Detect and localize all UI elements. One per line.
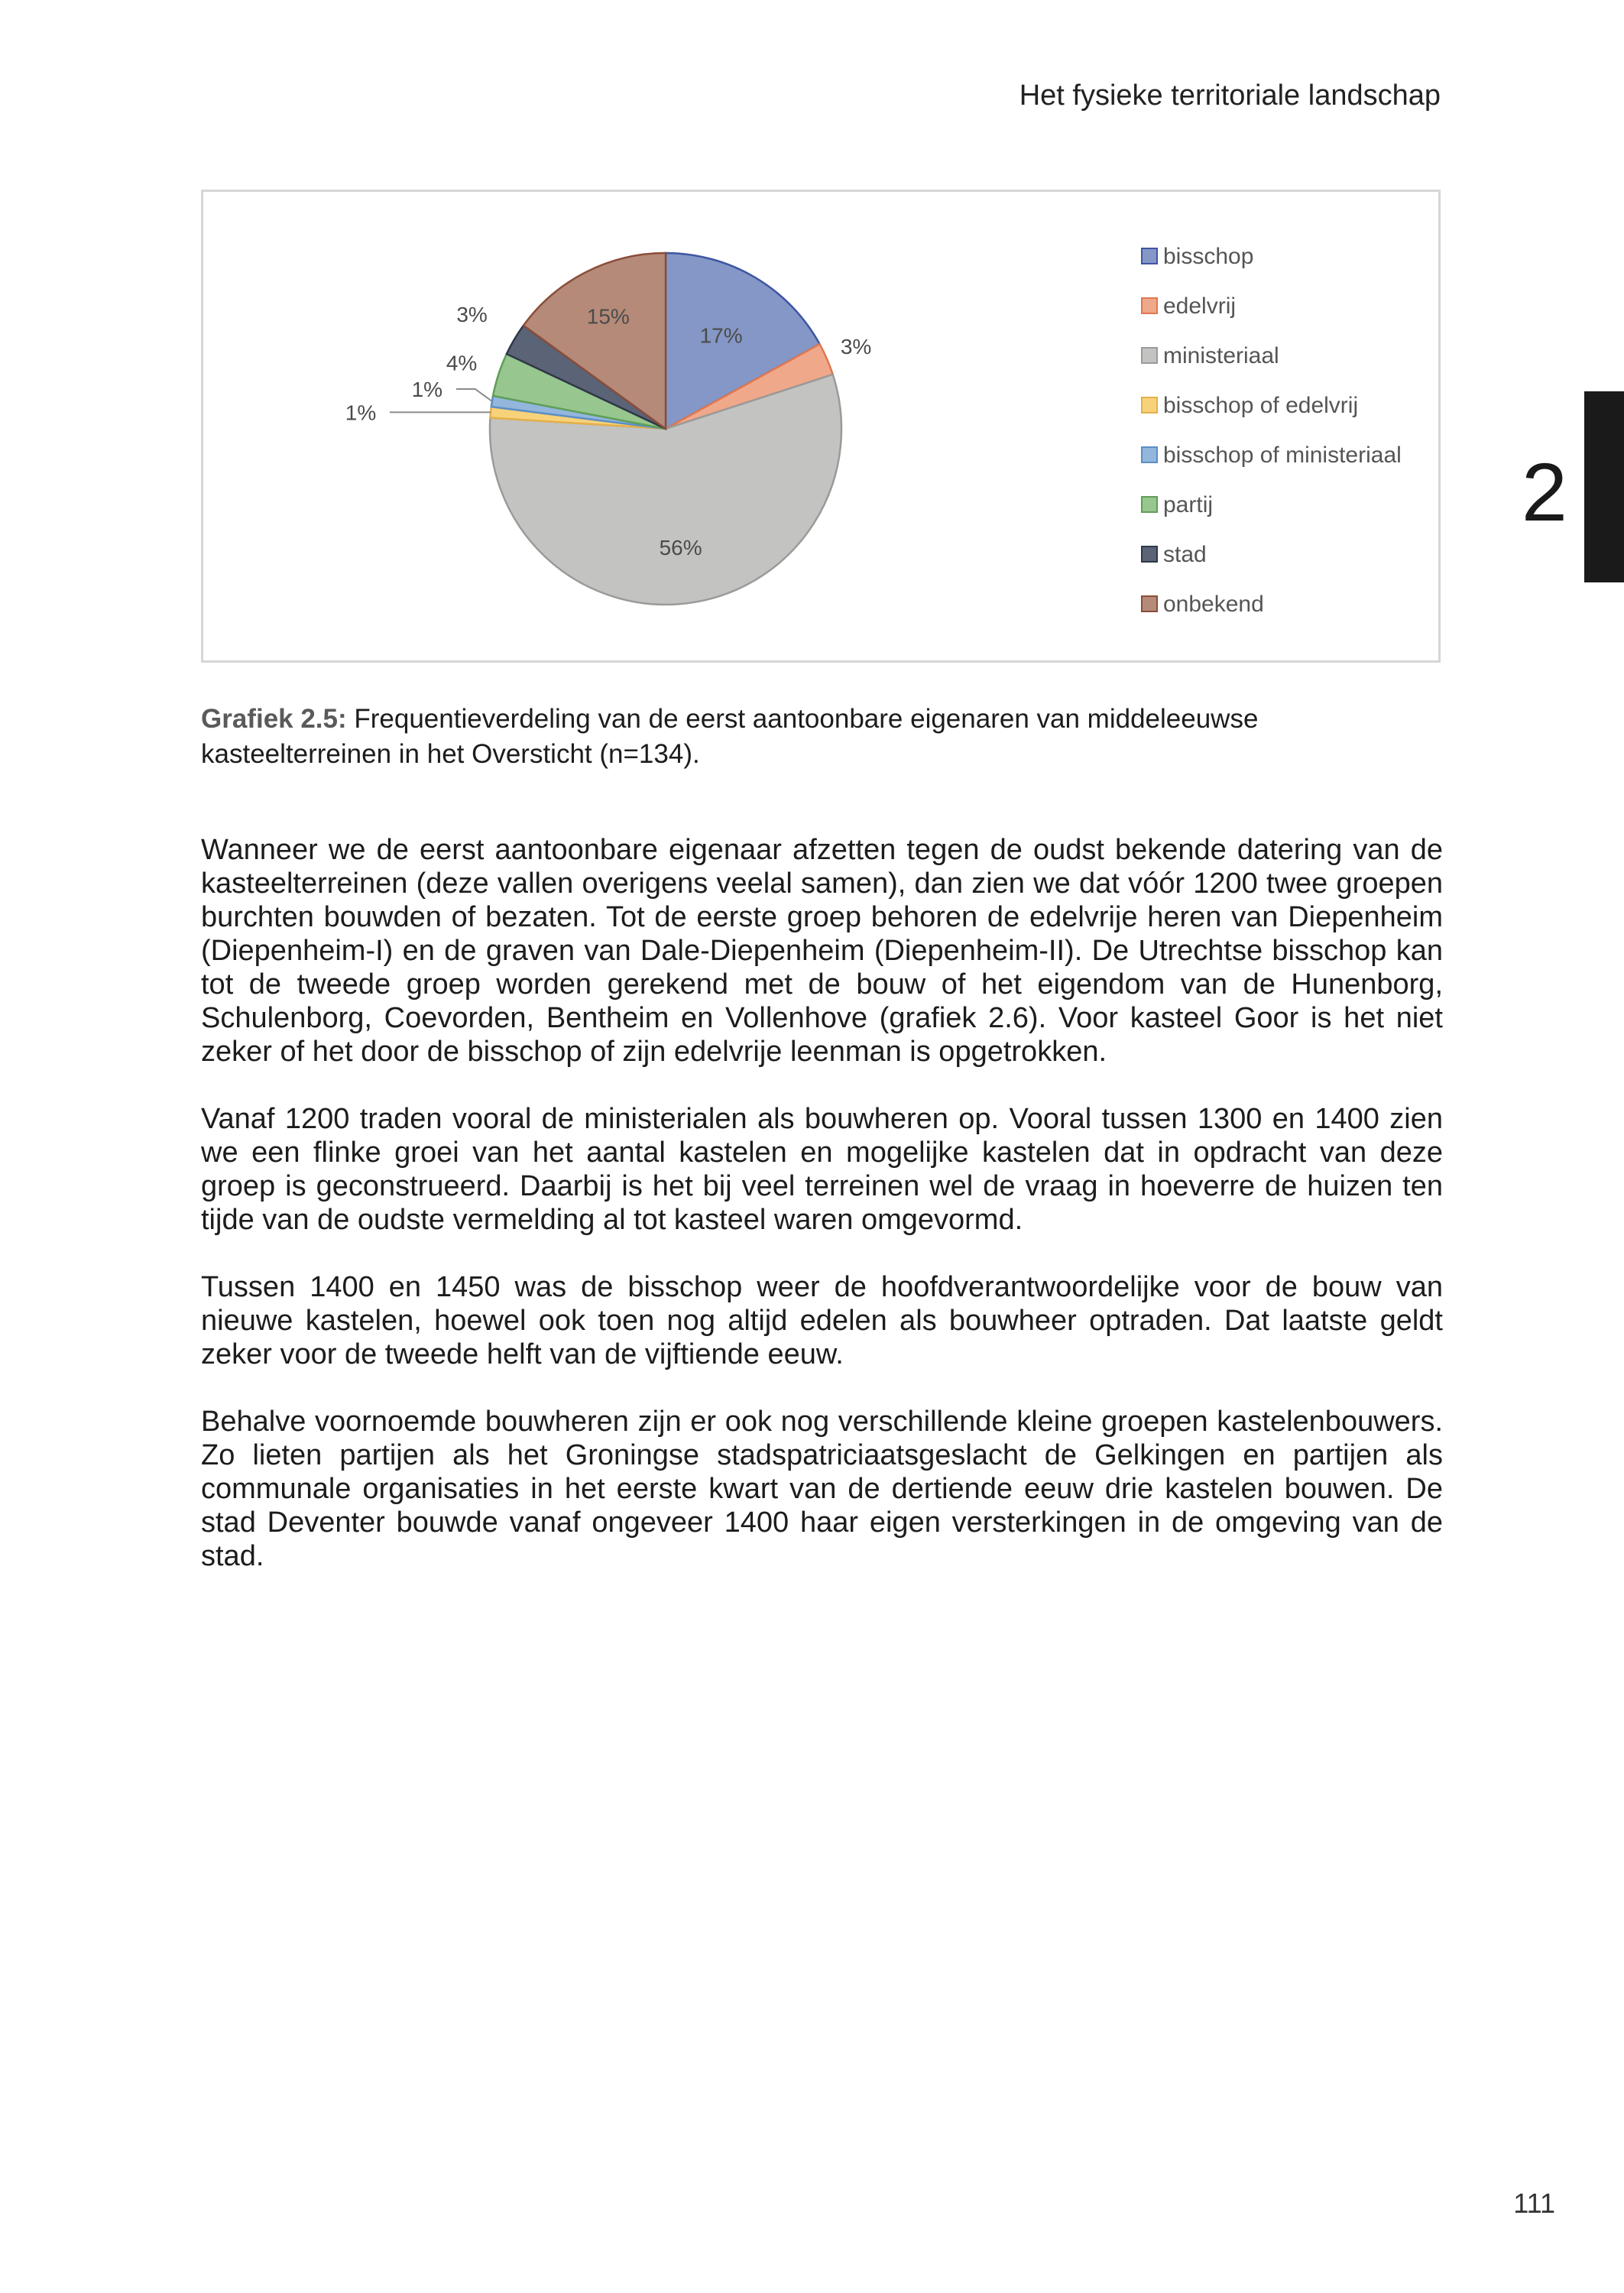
paragraph: Behalve voornoemde bouwheren zijn er ook nog verschillende kleine groepen kastelenbouwers. Zo lieten partijen als het Groningse stadspatriciaatsgeslacht de Gelkingen en partijen als communale organisaties in het eerste kwart van de dertiende eeuw drie kastelen bouwen. De stad Deventer bouwde vanaf ongeveer 1400 haar eigen versterkingen in de omgeving van de stad.	[201, 1406, 1443, 1572]
legend-label-partij: partij	[1163, 492, 1214, 517]
caption-text: Frequentieverdeling van de eerst aantoonbare eigenaren van middeleeuwse kasteelterreinen in het Oversticht (n=134).	[201, 704, 1259, 769]
running-head: Het fysieke territoriale landschap	[1019, 79, 1441, 112]
legend-swatch-edelvrij	[1142, 298, 1157, 313]
legend-swatch-onbekend	[1142, 596, 1157, 611]
legend-swatch-ministeriaal	[1142, 348, 1157, 363]
legend-label-onbekend: onbekend	[1163, 592, 1264, 617]
paragraph: Vanaf 1200 traden vooral de ministerialen als bouwheren op. Vooral tussen 1300 en 1400 zien we een flinke groei van het aantal kastelen en mogelijke kastelen dat in opdracht van deze groep is geconstrueerd. Daarbij is het bij veel terreinen wel de vraag in hoeverre de huizen ten tijde van de oudste vermelding al tot kasteel waren omgevormd.	[201, 1103, 1443, 1236]
data-label-bisschop-of-ministeriaal: 1%	[411, 378, 443, 401]
leader-line-bisschop-of-ministeriaal	[456, 389, 492, 401]
data-label-bisschop-of-edelvrij: 1%	[345, 401, 377, 425]
data-label-bisschop: 17%	[699, 323, 743, 348]
legend-swatch-bisschop-of-edelvrij	[1142, 397, 1157, 413]
legend-label-stad: stad	[1163, 542, 1207, 567]
legend-label-bisschop: bisschop	[1163, 244, 1254, 269]
legend-swatch-bisschop-of-ministeriaal	[1142, 447, 1157, 462]
legend-swatch-partij	[1142, 497, 1157, 512]
pie-chart	[201, 190, 1441, 663]
legend-label-bisschop-of-edelvrij: bisschop of edelvrij	[1163, 393, 1359, 418]
legend-label-edelvrij: edelvrij	[1163, 294, 1237, 319]
data-label-edelvrij: 3%	[840, 335, 872, 359]
caption-label: Grafiek 2.5:	[201, 704, 347, 734]
figure-caption	[201, 702, 1443, 772]
body-text	[201, 833, 1443, 1607]
pie-chart-svg	[203, 192, 1438, 660]
data-label-stad: 3%	[456, 303, 488, 327]
legend-swatch-bisschop	[1142, 248, 1157, 264]
legend-label-bisschop-of-ministeriaal: bisschop of ministeriaal	[1163, 443, 1402, 468]
chapter-number: 2	[1521, 446, 1567, 538]
paragraph: Tussen 1400 en 1450 was de bisschop weer de hoofdverantwoordelijke voor de bouw van nieuwe kastelen, hoewel ook toen nog altijd edelen als bouwheer optraden. Dat laatste geldt zeker voor de tweede helft van de vijftiende eeuw.	[201, 1271, 1443, 1370]
chapter-tab	[1584, 391, 1624, 582]
legend-label-ministeriaal: ministeriaal	[1163, 343, 1279, 368]
paragraph: Wanneer we de eerst aantoonbare eigenaar afzetten tegen de oudst bekende datering van de kasteelterreinen (deze vallen overigens veelal samen), dan zien we dat vóór 1200 twee groepen burchten bouwden of bezaten. Tot de eerste groep behoren de edelvrije heren van Diepenheim (Diepenheim-I) en de graven van Dale-Diepenheim (Diepenheim-II). De Utrechtse bisschop kan tot de tweede groep worden gerekend met de bouw of het eigendom van de Hunenborg, Schulenborg, Coevorden, Bentheim en Vollenhove (grafiek 2.6). Voor kasteel Goor is het niet zeker of het door de bisschop of zijn edelvrije leenman is opgetrokken.	[201, 834, 1443, 1068]
data-label-onbekend: 15%	[586, 304, 630, 329]
data-label-partij: 4%	[446, 351, 478, 375]
data-label-ministeriaal: 56%	[659, 536, 702, 560]
legend-swatch-stad	[1142, 546, 1157, 562]
page-number: 111	[1513, 2188, 1555, 2219]
